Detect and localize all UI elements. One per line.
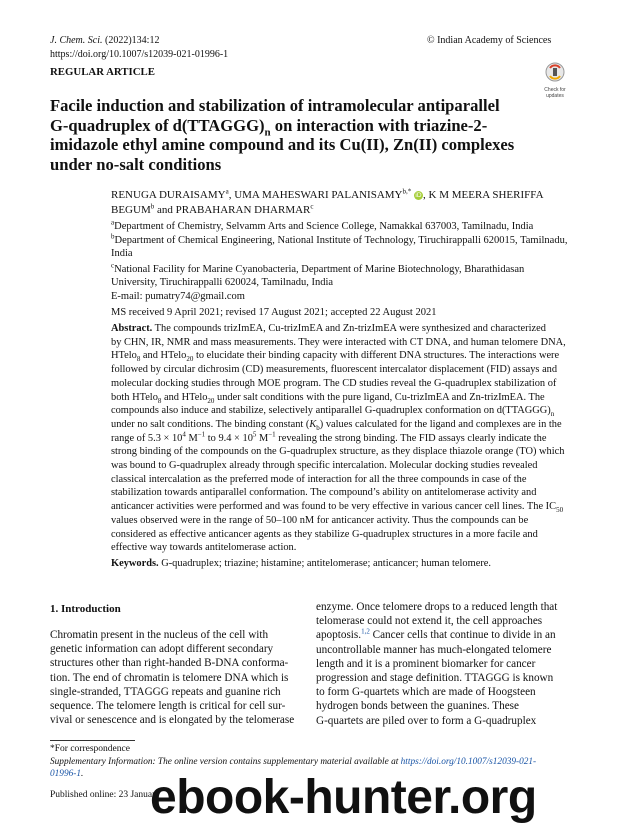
author-3-cont: BEGUM <box>111 204 151 216</box>
intro-right-column <box>316 600 570 728</box>
intro-line: sequence. The telomere length is critical for cell sur- <box>50 700 286 713</box>
abstract-text: revealing the strong binding. The FID assays clearly indicate the <box>275 432 547 444</box>
intro-line: enzyme. Once telomere drops to a reduced length that <box>316 601 558 613</box>
supplementary-label: Supplementary Information: <box>50 757 156 767</box>
supplementary-text: The online version contains supplementary material available at <box>155 757 401 767</box>
abstract <box>111 322 571 555</box>
publisher-notice: © Indian Academy of Sciences <box>427 35 552 46</box>
keywords-label: Keywords. <box>111 558 159 569</box>
abstract-line: followed by circular dichrosim (CD) measurements, fluorescent intercalator displacement (FID) assays and <box>111 364 558 376</box>
affil-c-line-1: National Facility for Marine Cyanobacteria, Department of Marine Biotechnology, Bharathidasan <box>114 263 525 275</box>
badge-line-2: updates <box>546 93 564 99</box>
supplementary-link[interactable]: https://doi.org/10.1007/s12039-021- <box>400 757 537 767</box>
article-title <box>50 96 570 174</box>
abstract-text: ) values calculated for the ligand and complexes are in the <box>319 418 562 430</box>
abstract-text: to 9.4 × 10 <box>205 432 253 444</box>
email[interactable]: E-mail: pumatry74@gmail.com <box>111 290 245 302</box>
abstract-text: under salt conditions with the pure ligand, Cu-trizImEA and Zn-trizImEA. The <box>214 391 545 403</box>
author-4[interactable]: and PRABAHARAN DHARMAR <box>154 204 311 216</box>
section-heading-introduction: 1. Introduction <box>50 603 121 615</box>
journal-name: J. Chem. Sci. <box>50 35 103 46</box>
check-updates-icon <box>540 62 570 82</box>
abstract-line: values observed were in the range of 50–100 nM for anticancer activity. Thus the compounds can be <box>111 514 529 526</box>
orcid-icon[interactable]: iD <box>415 192 422 199</box>
citation-link[interactable]: 1,2 <box>361 627 370 636</box>
abstract-sub: 50 <box>556 506 564 515</box>
affil-c-line-2: University, Tiruchirappalli 620024, Tamilnadu, India <box>111 277 334 288</box>
abstract-sup: −1 <box>268 430 276 439</box>
abstract-sub: b <box>316 424 320 432</box>
abstract-text: range of 5.3 × 10 <box>111 432 183 444</box>
title-line-4: under no-salt conditions <box>50 154 222 174</box>
intro-line: G-quartets are piled over to form a G-quadruplex <box>316 714 537 727</box>
intro-line: tion. The end of chromatin is telomere DNA which is <box>50 671 289 684</box>
abstract-line: effective way towards antitelomerase action. <box>111 542 297 554</box>
author-list <box>111 188 571 218</box>
published-online: Published online: 23 Januar <box>50 790 156 800</box>
title-line-3: imidazole ethyl amine compound and its Cu(II), Zn(II) complexes <box>50 135 515 154</box>
abstract-line: by CHN, IR, NMR and mass measurements. They were interacted with CT DNA, and human telomere DNA, <box>111 336 566 348</box>
footnote-rule <box>50 740 135 741</box>
affil-b-mark: b <box>111 232 115 240</box>
abstract-line: considered as effective anticancer agents as they stabilize G-quadruplex structures in a more facile and <box>111 528 538 540</box>
keywords <box>111 557 491 571</box>
abstract-text: to elucidate their binding capacity with different DNA structures. The interactions were <box>193 350 560 362</box>
intro-line: vival or senescence and is elongated by the telomerase <box>50 714 295 727</box>
abstract-sup: 4 <box>182 430 186 439</box>
supplementary-end: . <box>81 769 84 779</box>
author-1-affil: a <box>225 187 229 196</box>
abstract-text: M <box>256 432 269 444</box>
abstract-sup: 5 <box>252 430 257 439</box>
title-line-1: Facile induction and stabilization of intramolecular antiparallel <box>50 96 500 115</box>
intro-text: apoptosis. <box>316 629 362 642</box>
intro-line: hydrogen bonds between the guanines. These <box>316 700 519 713</box>
abstract-sub: 20 <box>186 355 194 364</box>
abstract-line: stabilization towards antiparallel conformation. The compound’s ability on antitelomerase activity and <box>111 487 537 499</box>
intro-line: length and it is a prominent biomarker for cancer <box>316 657 536 670</box>
keywords-text: G-quadruplex; triazine; histamine; antitelomerase; anticancer; human telomere. <box>158 558 491 569</box>
article-type: REGULAR ARTICLE <box>50 66 155 78</box>
check-for-updates-badge[interactable] <box>540 62 570 99</box>
badge-line-1: Check for <box>544 87 566 93</box>
title-subscript: n <box>264 125 271 138</box>
abstract-text: compounds also induce and stabilize, selectively antiparallel G-quadruplex conformation on d(TTAGGG) <box>111 405 551 417</box>
intro-line: single-stranded, TTAGGG repeats and guanine rich <box>50 685 281 698</box>
affil-c-mark: c <box>111 261 115 269</box>
abstract-text: both HTelo <box>111 391 158 403</box>
intro-line: Chromatin present in the nucleus of the cell with <box>50 629 269 641</box>
intro-line: telomerase could not extend it, the cell approaches <box>316 615 543 628</box>
intro-line: to form G-quartets which are made of Hoogsteen <box>316 686 536 699</box>
abstract-sup: −1 <box>197 430 206 439</box>
abstract-line: classical intercalation as the preferred mode of interaction for all the three compounds in case of the <box>111 473 527 485</box>
author-3[interactable]: , K M MEERA SHERIFFA <box>423 189 544 201</box>
abstract-line: molecular docking studies through MOE program. The CD studies reveal the G-quadruplex stabilization of <box>111 377 557 389</box>
intro-left-column <box>50 628 302 727</box>
title-line-2a: G-quadruplex of d(TTAGGG) <box>50 115 265 135</box>
watermark: ebook-hunter.org <box>150 771 537 824</box>
author-4-affil: c <box>310 202 314 211</box>
abstract-symbol: K <box>309 418 317 430</box>
journal-volume: (2022)134:12 <box>102 35 160 46</box>
abstract-label: Abstract. <box>111 323 153 334</box>
abstract-text: anticancer activities were performed and was found to be very effective in various cancer cell lines. The IC <box>111 501 557 513</box>
author-2-affil: b,* <box>402 187 412 196</box>
abstract-text: and HTelo <box>140 350 187 362</box>
intro-line: progression and stage definition. TTAGGG is known <box>316 672 554 685</box>
received-dates: MS received 9 April 2021; revised 17 August 2021; accepted 22 August 2021 <box>111 307 437 318</box>
author-1[interactable]: RENUGA DURAISAMY <box>111 189 226 201</box>
abstract-line: was bound to G-quadruplex already through specific intercalation. Molecular docking studies revealed <box>111 460 538 472</box>
author-3-affil: b <box>150 202 155 211</box>
intro-line: uncontrollable manner has much-elongated telomere <box>316 643 552 656</box>
affil-b-line-1: Department of Chemical Engineering, National Institute of Technology, Tiruchirappalli 620015, Tamilnadu, <box>114 234 568 246</box>
affil-a-mark: a <box>111 218 115 227</box>
title-line-2b: on interaction with triazine-2- <box>270 115 488 135</box>
abstract-sub: 20 <box>207 396 215 405</box>
affil-b-line-2: India <box>111 248 133 259</box>
abstract-text: HTelo <box>111 350 137 362</box>
abstract-line: The compounds trizImEA, Cu-trizImEA and Zn-trizImEA were synthesized and characterized <box>152 323 546 334</box>
correspondence-note: *For correspondence <box>50 744 130 754</box>
abstract-sub: n <box>550 410 555 419</box>
abstract-sub: 8 <box>136 355 141 364</box>
intro-line: structures other than right-handed B-DNA conforma- <box>50 657 289 670</box>
abstract-text: M <box>185 432 198 444</box>
supplementary-link-cont[interactable]: 01996-1 <box>50 769 81 779</box>
intro-text: Cancer cells that continue to divide in an <box>372 629 556 642</box>
author-2[interactable]: , UMA MAHESWARI PALANISAMY <box>228 189 403 201</box>
journal-citation <box>50 34 159 47</box>
affiliations <box>111 220 571 303</box>
affil-a: Department of Chemistry, Selvamm Arts and Science College, Namakkal 637003, Tamilnadu, India <box>114 221 534 232</box>
intro-line: genetic information can adopt different secondary <box>50 643 274 656</box>
abstract-line: strong binding of the compounds on the G-quadruplex structure, as they displace thiazole orange (TO) which <box>111 446 565 458</box>
doi-link[interactable]: https://doi.org/10.1007/s12039-021-01996-1 <box>50 49 229 60</box>
abstract-sub: 8 <box>157 396 162 405</box>
abstract-text: under no salt conditions. The binding constant ( <box>111 418 310 430</box>
abstract-text: and HTelo <box>161 391 208 403</box>
